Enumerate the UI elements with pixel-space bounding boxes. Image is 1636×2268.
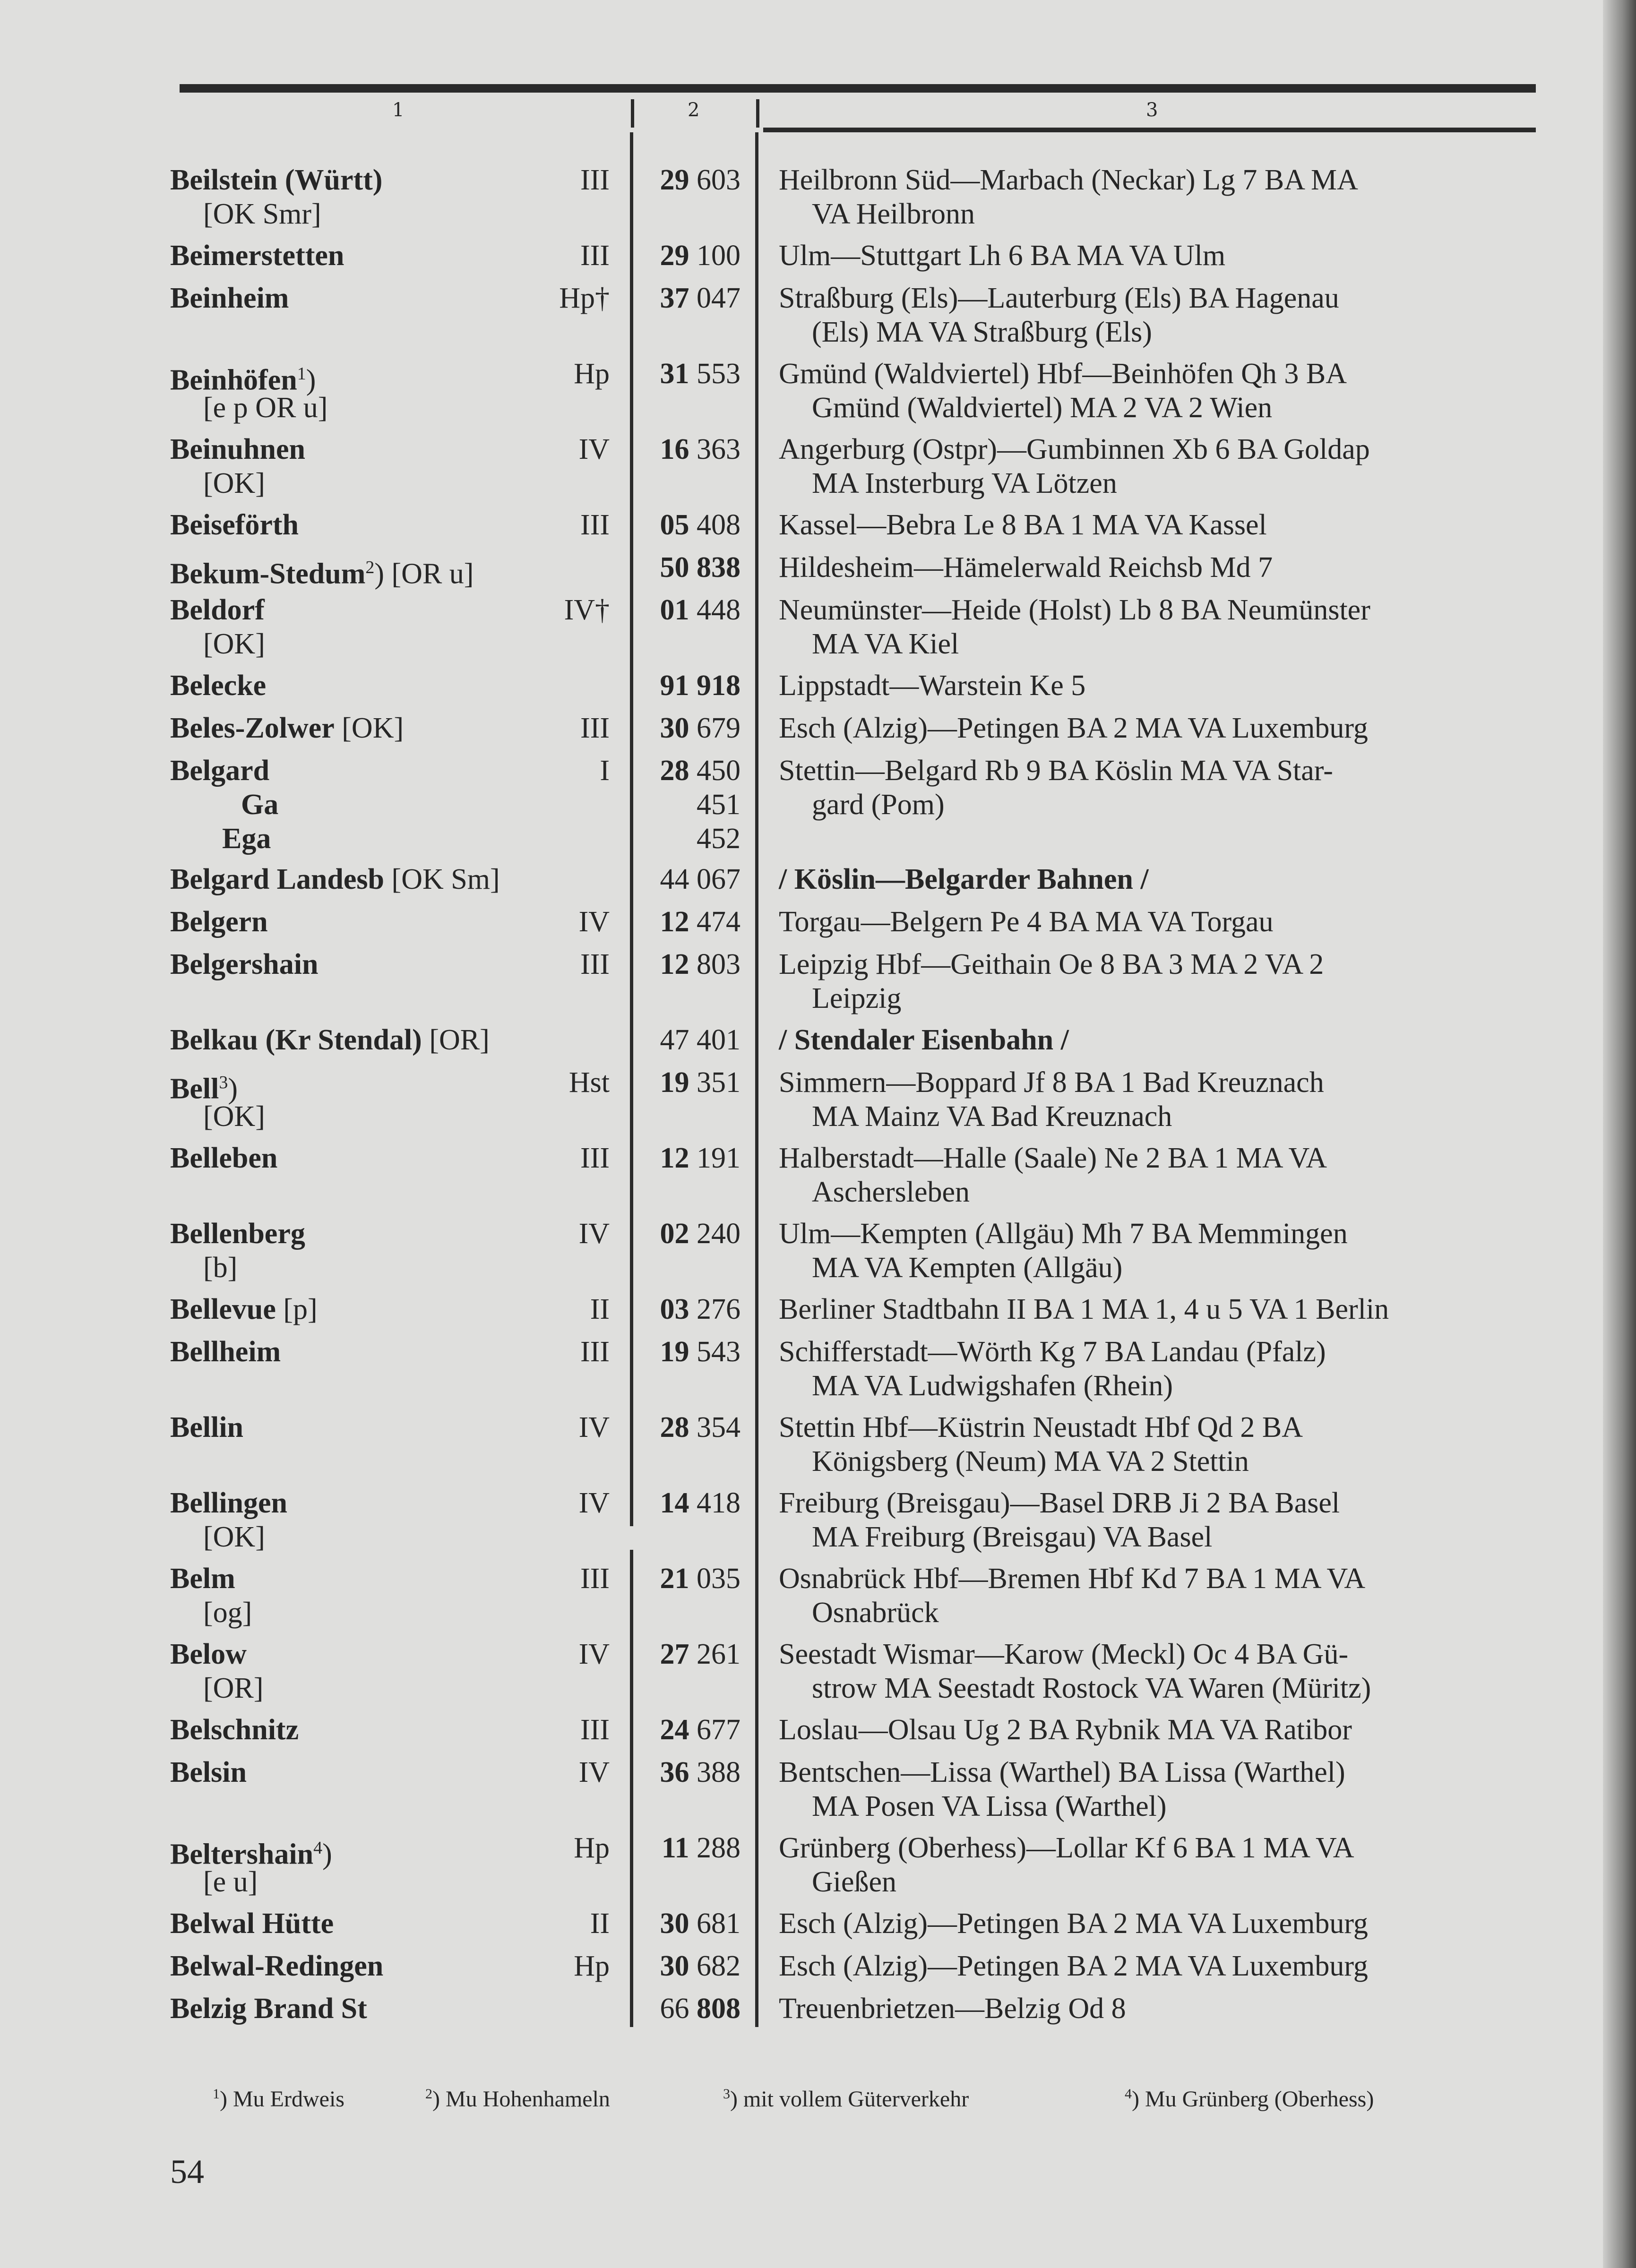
route-description: Straßburg (Els)—Lauterburg (Els) BA Hagenau [779,282,1339,314]
station-name-text: Belwal-Redingen [170,1950,384,1982]
station-name [170,1637,247,1671]
footnote-marker: 3 [219,1073,228,1092]
station-name [170,1755,247,1789]
station-number: 02 240 [660,1218,741,1250]
route-description: Stettin Hbf—Küstrin Neustadt Hbf Qd 2 BA [779,1411,1303,1443]
route-description: Grünberg (Oberhess)—Lollar Kf 6 BA 1 MA VA [779,1832,1354,1864]
station-subdivision: Ga [241,789,279,821]
route-description: Osnabrück [812,1597,939,1629]
route-description: Freiburg (Breisgau)—Basel DRB Ji 2 BA Basel [779,1487,1340,1519]
station-name-text: Beinuhnen [170,433,306,465]
station-number: 19 543 [660,1336,741,1368]
station-remarks: [OK] [203,1521,265,1553]
route-description: Esch (Alzig)—Petingen BA 2 MA VA Luxemburg [779,712,1368,744]
route-description: Neumünster—Heide (Holst) Lb 8 BA Neumünster [779,594,1370,626]
station-subdivision: Ega [222,823,271,855]
station-name-text: Belgard Landesb [170,863,385,895]
route-description: MA VA Ludwigshafen (Rhein) [812,1370,1173,1402]
station-number: 01 448 [660,594,741,626]
station-name-text: Bellevue [170,1293,276,1325]
station-name-text: Belschnitz [170,1714,299,1746]
station-number: 30 682 [660,1950,741,1982]
station-number: 14 418 [660,1487,741,1519]
column-divider-1-lower [630,1550,633,2027]
station-class: III [580,1336,610,1368]
station-name-text: Belgern [170,906,268,938]
station-class: IV [578,1411,610,1443]
station-name-text: Bellin [170,1411,244,1443]
station-name [170,711,404,745]
station-name [170,281,289,315]
station-remarks: [b] [203,1252,238,1284]
route-description: Aschersleben [812,1176,970,1208]
station-number: 11 288 [661,1832,741,1864]
station-name-text: Belm [170,1563,235,1595]
station-name [170,508,299,542]
footnote-marker: 4 [1125,2086,1132,2102]
footnote-text: ) Mu Hohenhameln [432,2087,610,2112]
route-description: MA Insterburg VA Lötzen [812,467,1117,499]
route-description: Loslau—Olsau Ug 2 BA Rybnik MA VA Ratibor [779,1714,1352,1746]
station-remarks: [e u] [203,1866,258,1898]
station-subnumber: 452 [697,823,741,855]
station-class: I [600,755,610,787]
station-number: 21 035 [660,1563,741,1595]
station-remarks: [e p OR u] [203,392,328,424]
route-description: strow MA Seestadt Rostock VA Waren (Müritz) [812,1672,1371,1704]
footnote [723,2086,969,2112]
station-name-text: Belsin [170,1756,247,1788]
route-description: MA Freiburg (Breisgau) VA Basel [812,1521,1213,1553]
station-number: 36 388 [660,1756,741,1788]
station-name [170,1486,287,1520]
station-remarks: [OR] [203,1672,264,1704]
station-number: 28 354 [660,1411,741,1443]
station-class: Hp [574,1950,610,1982]
station-note: [p] [276,1293,318,1325]
station-class: IV [578,1487,610,1519]
station-class: Hp [574,358,610,390]
station-name-text: Beiseförth [170,509,299,541]
footnote [213,2086,344,2112]
station-name [170,593,265,627]
header-top-rule [180,84,1536,93]
route-description: Bentschen—Lissa (Warthel) BA Lissa (Warthel) [779,1756,1345,1788]
route-description: MA VA Kempten (Allgäu) [812,1252,1123,1284]
route-description: / Stendaler Eisenbahn / [779,1024,1069,1056]
station-name-text: Belgershain [170,948,319,980]
station-name [170,1410,243,1444]
route-description: Esch (Alzig)—Petingen BA 2 MA VA Luxemburg [779,1950,1368,1982]
station-name-text: Beilstein (Württ) [170,164,383,196]
footnote-marker: 2 [425,2086,432,2102]
route-description: gard (Pom) [812,789,945,821]
station-class: IV [578,1218,610,1250]
footnote [425,2086,610,2112]
station-name [170,239,344,273]
station-name [170,1335,281,1369]
station-name [170,669,266,703]
station-name [170,1141,277,1175]
station-number: 16 363 [660,433,741,465]
header-bottom-rule [763,128,1536,132]
station-number: 50 838 [660,551,741,584]
route-description: Osnabrück Hbf—Bremen Hbf Kd 7 BA 1 MA VA [779,1563,1366,1595]
header-divider-2 [756,99,759,128]
station-name-text: Belgard [170,755,270,787]
station-note: [OK] [334,712,404,744]
station-name [170,947,318,981]
route-description: Lippstadt—Warstein Ke 5 [779,670,1086,702]
route-description: Schifferstadt—Wörth Kg 7 BA Landau (Pfalz) [779,1336,1326,1368]
footnote-text: ) Mu Grünberg (Oberhess) [1132,2087,1374,2112]
route-description: Esch (Alzig)—Petingen BA 2 MA VA Luxemburg [779,1907,1368,1940]
station-name-text: Beimerstetten [170,240,344,272]
station-note: ) [306,364,316,396]
station-name-text: Bellenberg [170,1218,305,1250]
station-class: III [580,164,610,196]
station-class: III [580,948,610,980]
column-divider-1 [630,132,633,1526]
route-description: Gmünd (Waldviertel) Hbf—Beinhöfen Qh 3 BA [779,358,1347,390]
station-name-text: Beles-Zolwer [170,712,335,744]
station-number: 12 474 [660,906,741,938]
page-number: 54 [170,2153,204,2191]
route-description: MA VA Kiel [812,628,959,660]
column-divider-2 [755,132,758,2027]
station-name [170,1713,299,1747]
footnote-marker: 1 [213,2086,220,2102]
station-name [170,905,268,939]
station-name [170,1907,334,1941]
station-name-text: Beinhöfen [170,364,297,396]
station-number: 91 918 [660,670,741,702]
station-class: IV [578,1756,610,1788]
station-name-text: Belecke [170,670,267,702]
footnote-text: ) Mu Erdweis [220,2087,344,2112]
station-name [170,1217,305,1251]
station-name [170,862,500,896]
station-remarks: [OK Smr] [203,198,321,230]
station-class: II [590,1907,610,1940]
page-edge-shadow [1603,0,1636,2268]
route-description: Torgau—Belgern Pe 4 BA MA VA Torgau [779,906,1274,938]
station-name-text: Belkau (Kr Stendal) [170,1024,422,1056]
station-name [170,1992,367,2026]
route-description: MA Posen VA Lissa (Warthel) [812,1790,1167,1822]
route-description: Treuenbrietzen—Belzig Od 8 [779,1993,1126,2025]
station-number: 05 408 [660,509,741,541]
station-note: ) [OR u] [374,558,474,590]
station-subnumber: 451 [697,789,741,821]
footnote-text: ) mit vollem Güterverkehr [730,2087,969,2112]
station-number: 24 677 [660,1714,741,1746]
station-class: III [580,1142,610,1174]
station-class: II [590,1293,610,1325]
route-description: Leipzig Hbf—Geithain Oe 8 BA 3 MA 2 VA 2 [779,948,1324,980]
station-number: 12 191 [660,1142,741,1174]
station-note: ) [228,1073,238,1105]
station-number: 03 276 [660,1293,741,1325]
route-description: MA Mainz VA Bad Kreuznach [812,1100,1172,1133]
station-remarks: [og] [203,1597,252,1629]
station-number: 30 681 [660,1907,741,1940]
station-number: 37 047 [660,282,741,314]
station-name [170,1023,490,1057]
station-remarks: [OK] [203,467,265,499]
station-name-text: Beldorf [170,594,265,626]
station-class: IV [578,433,610,465]
station-number: 29 603 [660,164,741,196]
route-description: Hildesheim—Hämelerwald Reichsb Md 7 [779,551,1273,584]
station-class: III [580,1714,610,1746]
table-header [180,80,1536,132]
station-number: 28 450 [660,755,741,787]
station-name-text: Belleben [170,1142,278,1174]
header-divider-1 [631,99,634,128]
station-number: 12 803 [660,948,741,980]
route-description: Königsberg (Neum) MA VA 2 Stettin [812,1445,1249,1478]
station-class: Hp† [559,282,610,314]
station-class: III [580,1563,610,1595]
route-description: Stettin—Belgard Rb 9 BA Köslin MA VA Star- [779,755,1333,787]
station-name [170,1292,318,1326]
column-2-number: 2 [688,99,700,121]
station-name-text: Bekum-Stedum [170,558,366,590]
route-description: Gießen [812,1866,897,1898]
station-name-text: Belzig Brand St [170,1993,367,2025]
station-name [170,1949,383,1983]
station-name-text: Beltershain [170,1838,314,1871]
station-number: 30 679 [660,712,741,744]
route-description: Seestadt Wismar—Karow (Meckl) Oc 4 BA Gü- [779,1638,1349,1670]
station-number: 31 553 [660,358,741,390]
station-class: IV [578,1638,610,1670]
column-3-number: 3 [1146,99,1158,121]
station-number: 19 351 [660,1066,741,1099]
station-name [170,432,305,466]
route-description: Berliner Stadtbahn II BA 1 MA 1, 4 u 5 VA 1 Berlin [779,1293,1389,1325]
station-note: [OK Sm] [384,863,500,895]
station-class: Hst [568,1066,610,1099]
footnote-marker: 1 [297,364,306,384]
footnote-marker: 3 [723,2086,730,2102]
station-name-text: Beinheim [170,282,289,314]
route-description: Heilbronn Süd—Marbach (Neckar) Lg 7 BA MA [779,164,1358,196]
station-name-text: Bellingen [170,1487,288,1519]
station-name [170,550,474,591]
station-class: III [580,712,610,744]
station-number: 27 261 [660,1638,741,1670]
footnote-marker: 4 [313,1838,323,1858]
station-number: 44 067 [660,863,741,895]
footnote [1125,2086,1374,2112]
station-name [170,1562,235,1596]
station-name-text: Belwal Hütte [170,1907,334,1940]
footnote-marker: 2 [365,558,375,577]
route-description: / Köslin—Belgarder Bahnen / [779,863,1149,895]
station-class: III [580,240,610,272]
station-name-text: Below [170,1638,247,1670]
station-class: Hp [574,1832,610,1864]
route-description: VA Heilbronn [812,198,975,230]
station-name-text: Bellheim [170,1336,281,1368]
route-description: Kassel—Bebra Le 8 BA 1 MA VA Kassel [779,509,1267,541]
column-1-number: 1 [392,99,405,121]
station-class: III [580,509,610,541]
station-number: 47 401 [660,1024,741,1056]
route-description: Gmünd (Waldviertel) MA 2 VA 2 Wien [812,392,1273,424]
route-description: Angerburg (Ostpr)—Gumbinnen Xb 6 BA Goldap [779,433,1370,465]
route-description: Halberstadt—Halle (Saale) Ne 2 BA 1 MA VA [779,1142,1327,1174]
route-description: Leipzig [812,982,902,1014]
station-name [170,163,382,197]
route-description: (Els) MA VA Straßburg (Els) [812,316,1152,348]
route-description: Ulm—Stuttgart Lh 6 BA MA VA Ulm [779,240,1226,272]
station-remarks: [OK] [203,1100,265,1133]
station-number: 66 808 [660,1993,741,2025]
station-name-text: Bell [170,1073,219,1105]
station-class: IV† [564,594,610,626]
route-description: Simmern—Boppard Jf 8 BA 1 Bad Kreuznach [779,1066,1324,1099]
route-description: Ulm—Kempten (Allgäu) Mh 7 BA Memmingen [779,1218,1348,1250]
station-class: IV [578,906,610,938]
station-note: ) [322,1838,332,1871]
station-remarks: [OK] [203,628,265,660]
station-note: [OR] [422,1024,490,1056]
station-number: 29 100 [660,240,741,272]
station-name [170,754,269,788]
